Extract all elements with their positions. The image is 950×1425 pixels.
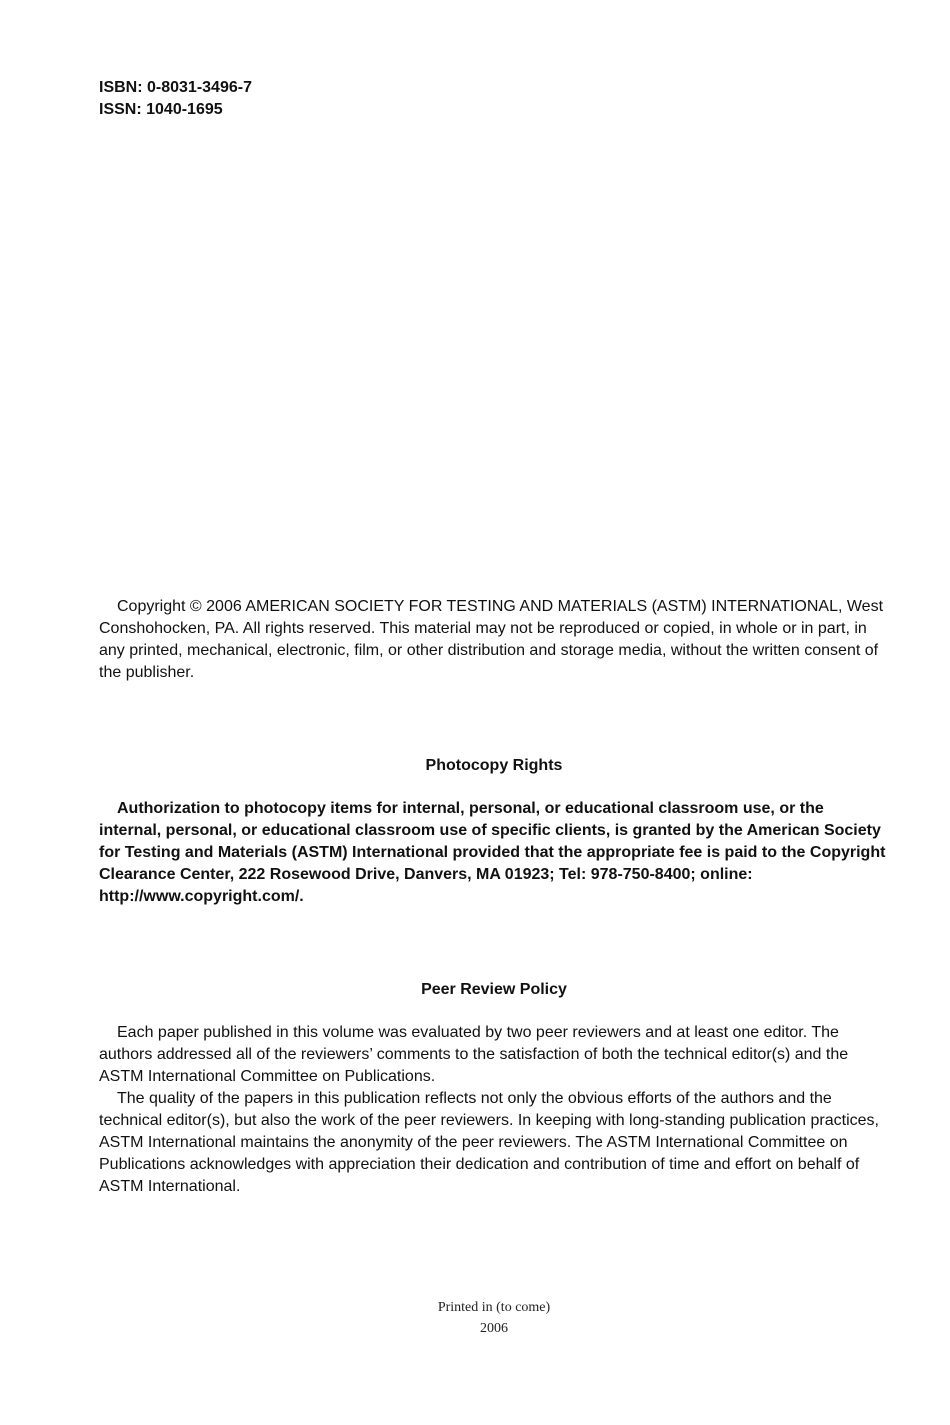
printed-location: Printed in (to come) xyxy=(437,1300,551,1315)
copyright-notice: Copyright © 2006 AMERICAN SOCIETY FOR TESTING AND MATERIALS (ASTM) INTERNATIONAL, West Conshohocken, PA. All rights reserved. This material may not be reproduced or copied, in whole or in part, in any printed, mechanical, electronic, film, or other distribution and storage media, without the written consent of the publisher. xyxy=(99,598,884,681)
issn: ISSN: 1040-1695 xyxy=(99,101,223,118)
peer-review-paragraph: Each paper published in this volume was evaluated by two peer reviewers and at least one editor. The authors addressed all of the reviewers’ comments to the satisfaction of both the technical editor(s) and the ASTM International Committee on Publications. xyxy=(99,1024,849,1085)
identifiers xyxy=(99,77,889,121)
isbn: ISBN: 0-8031-3496-7 xyxy=(99,79,252,96)
printed-year: 2006 xyxy=(480,1321,508,1336)
photocopy-rights-text: Authorization to photocopy items for internal, personal, or educational classroom use, or the internal, personal, or educational classroom use of specific clients, is granted by the American Society for Testing and Materials (ASTM) International provided that the appropriate fee is paid to the Copyright Clearance Center, 222 Rosewood Drive, Danvers, MA 01923; Tel: 978-750-8400; online: http://www.copyright.com/. xyxy=(99,800,886,905)
peer-review-paragraph: The quality of the papers in this publication reflects not only the obvious efforts of the authors and the technical editor(s), but also the work of the peer reviewers. In keeping with long-standing publication practices, ASTM International maintains the anonymity of the peer reviewers. The ASTM International Committee on Publications acknowledges with appreciation their dedication and contribution of time and effort on behalf of ASTM International. xyxy=(99,1090,879,1195)
peer-review-body xyxy=(99,1022,889,1198)
printed-info xyxy=(99,1297,889,1339)
peer-review-heading: Peer Review Policy xyxy=(421,981,567,998)
photocopy-rights-heading: Photocopy Rights xyxy=(425,757,563,774)
